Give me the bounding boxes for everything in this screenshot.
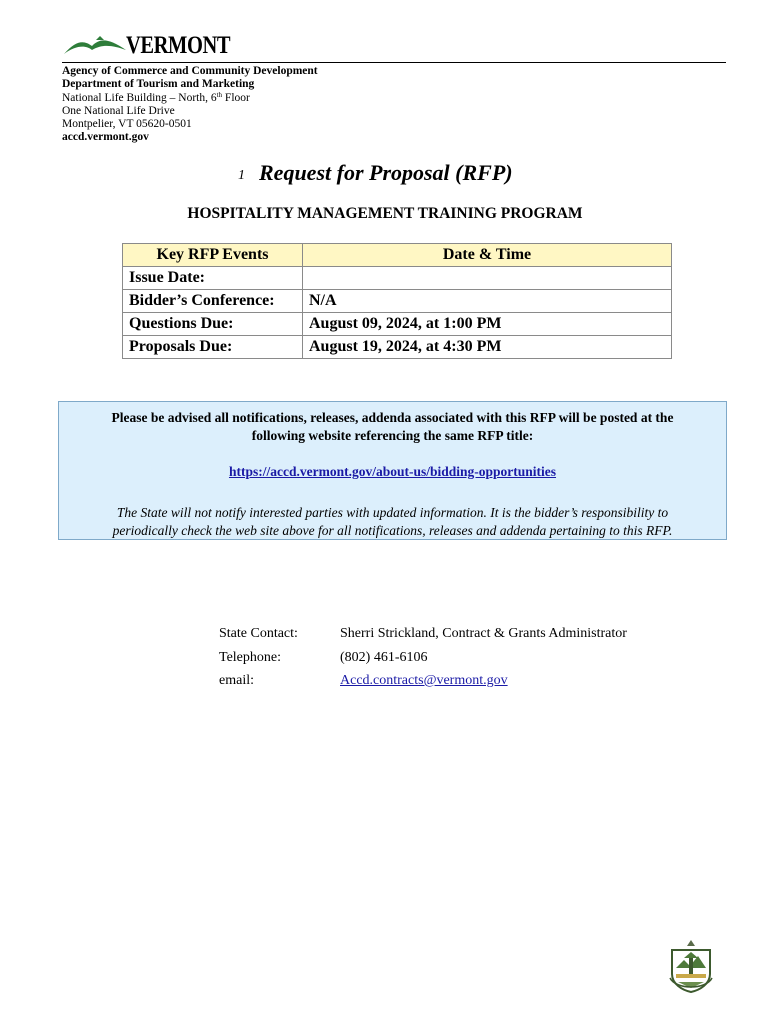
event-value: August 09, 2024, at 1:00 PM: [303, 313, 672, 336]
table-row: [123, 290, 672, 313]
vermont-state-seal-icon: [666, 938, 716, 994]
vermont-logo: [62, 30, 242, 58]
agency-name: Agency of Commerce and Community Development: [62, 65, 318, 77]
notice-box: [58, 401, 727, 540]
telephone-label: Telephone:: [219, 649, 281, 665]
building-line: National Life Building – North, 6th Floor: [62, 90, 250, 104]
street-line: One National Life Drive: [62, 104, 175, 117]
logo-wordmark: VERMONT: [126, 32, 231, 59]
key-events-table: [122, 243, 672, 359]
header-divider: [62, 62, 726, 63]
email-link[interactable]: Accd.contracts@vermont.gov: [340, 673, 508, 688]
website-line: accd.vermont.gov: [62, 131, 149, 144]
vermont-mountain-logo-icon: [62, 34, 128, 56]
department-name: Department of Tourism and Marketing: [62, 78, 255, 91]
email-label: email:: [219, 673, 254, 688]
event-label: Questions Due:: [123, 313, 303, 336]
bidding-opportunities-link[interactable]: https://accd.vermont.gov/about-us/bidding-opportunities: [228, 464, 557, 479]
program-title: HOSPITALITY MANAGEMENT TRAINING PROGRAM: [187, 205, 583, 222]
table-row: [123, 336, 672, 359]
telephone-value: (802) 461-6106: [340, 649, 428, 665]
table-row: [123, 313, 672, 336]
event-label: Bidder’s Conference:: [123, 290, 303, 313]
page-title: Request for Proposal (RFP): [259, 160, 513, 185]
column-header-date-time: Date & Time: [303, 244, 672, 267]
table-header-row: [123, 244, 672, 267]
event-value: [303, 267, 672, 290]
agency-address: [62, 65, 318, 145]
table-row: [123, 267, 672, 290]
event-value: N/A: [303, 290, 672, 313]
event-value: August 19, 2024, at 4:30 PM: [303, 336, 672, 359]
state-contact-label: State Contact:: [219, 626, 298, 641]
city-line: Montpelier, VT 05620-0501: [62, 118, 192, 131]
event-label: Proposals Due:: [123, 336, 303, 359]
title-number: 1: [238, 168, 245, 183]
notice-text: Please be advised all notifications, releases, addenda associated with this RFP will be posted at the following website referencing the same RFP title:: [111, 410, 674, 443]
event-label: Issue Date:: [123, 267, 303, 290]
column-header-events: Key RFP Events: [123, 244, 303, 267]
state-contact-value: Sherri Strickland, Contract & Grants Administrator: [340, 626, 627, 641]
notice-disclaimer: The State will not notify interested parties with updated information. It is the bidder’s responsibility to periodically check the web site above for all notifications, releases and addenda pertaining to this RFP.: [112, 505, 673, 538]
